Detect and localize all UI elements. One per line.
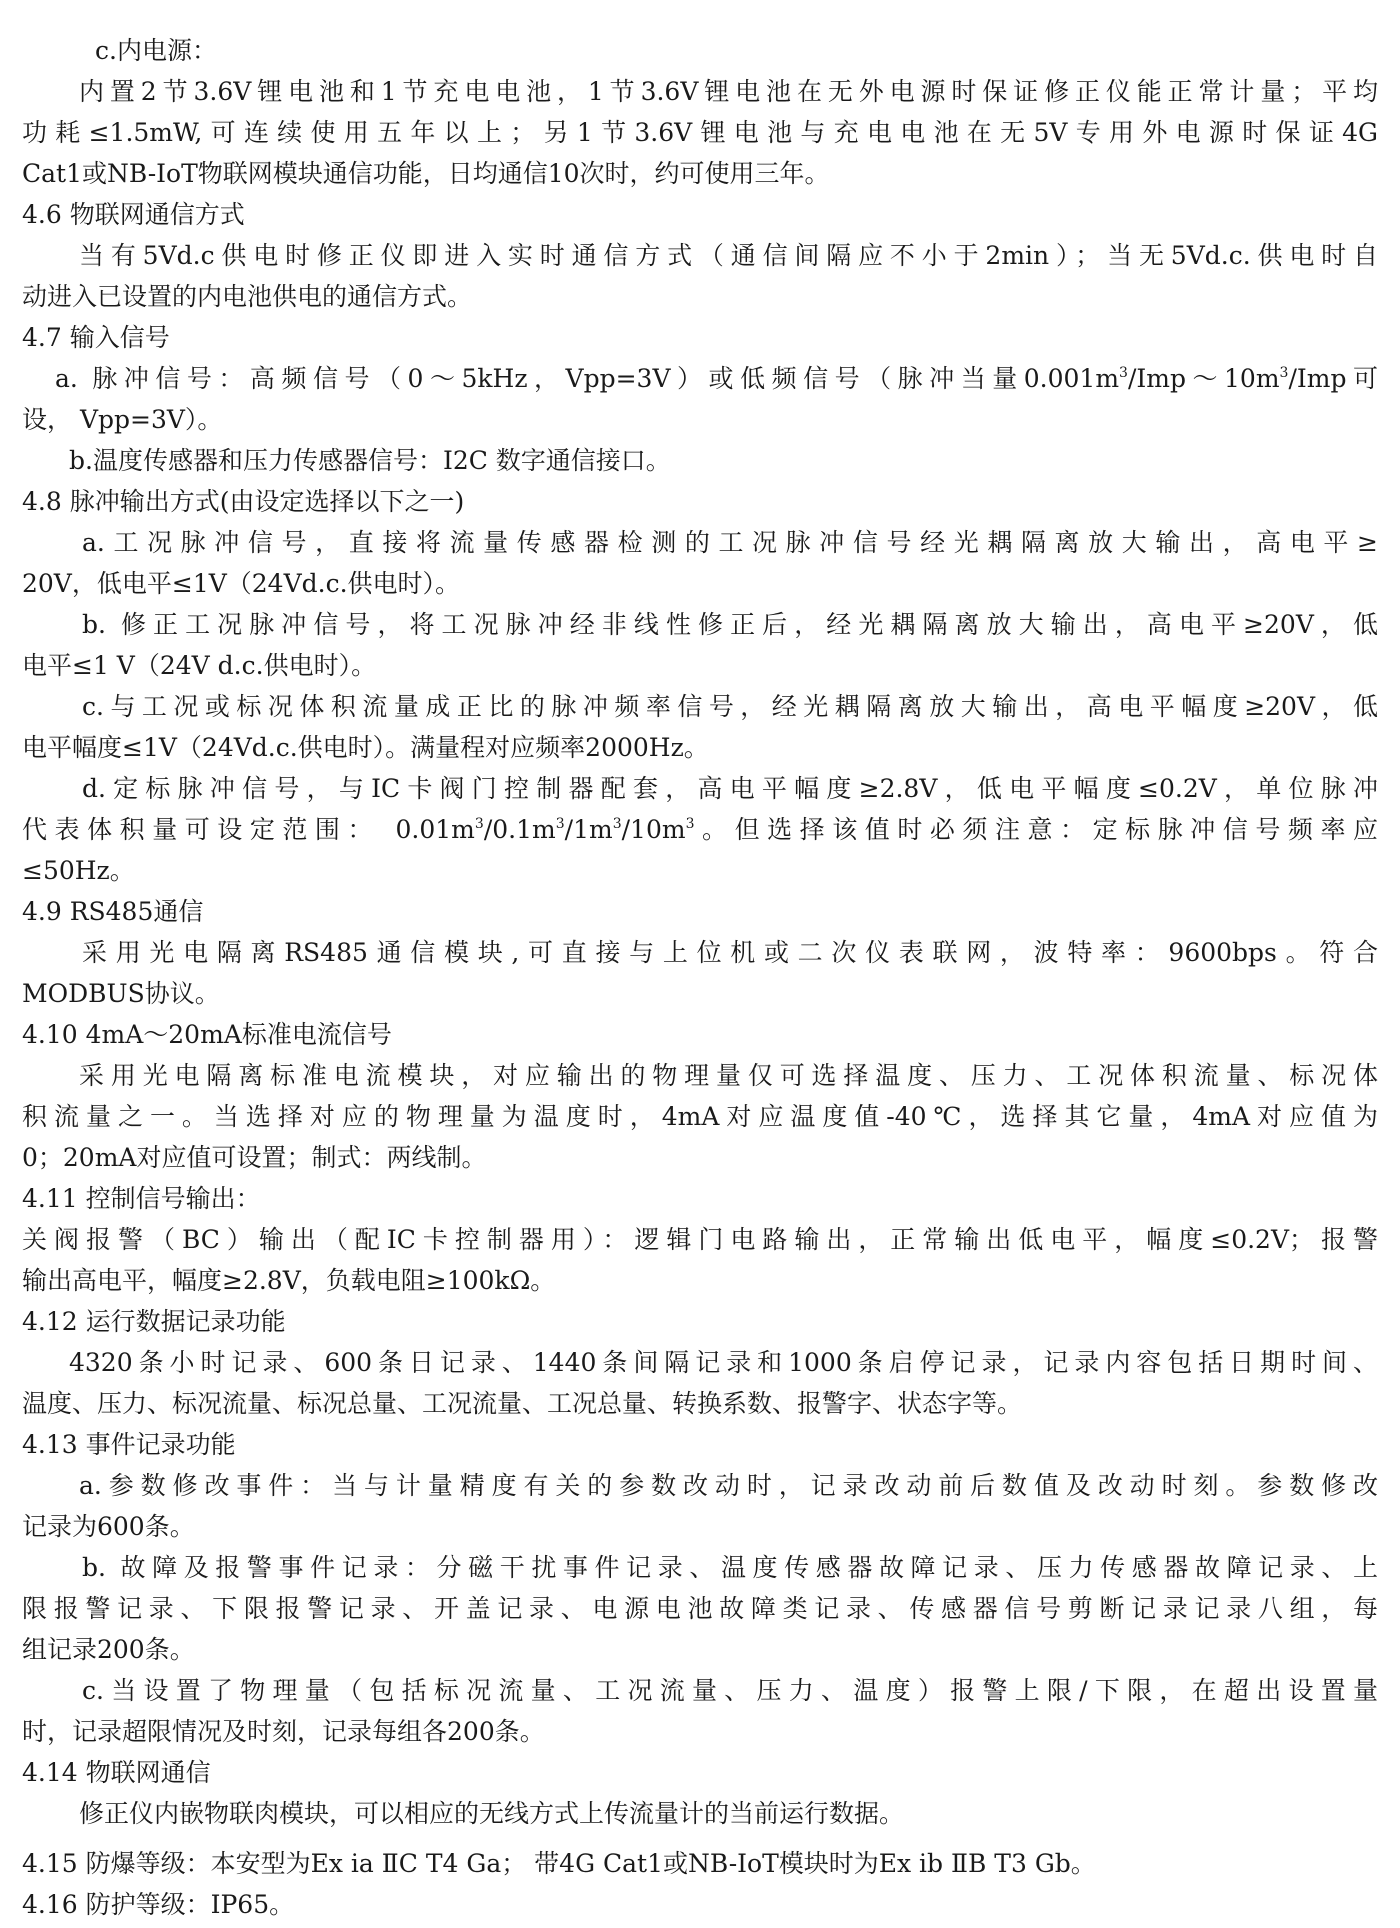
document-page [22, 30, 1378, 1925]
paragraph-line: 20V，低电平≤1V（24Vd.c.供电时）。 [22, 569, 461, 598]
paragraph-line: 功耗≤1.5mW,可连续使用五年以上；另1节3.6V锂电池与充电电池在无5V专用外电源时保证4G [22, 118, 1378, 147]
section-heading-4-8: 4.8 脉冲输出方式(由设定选择以下之一) [22, 487, 465, 516]
paragraph-line: ≤50Hz。 [22, 856, 135, 885]
paragraph-line: 关阀报警（BC）输出（配IC卡控制器用）：逻辑门电路输出，正常输出低电平，幅度≤0.2V；报警 [22, 1225, 1378, 1254]
paragraph-line: 4320条小时记录、600条日记录、1440条间隔记录和1000条启停记录，记录内容包括日期时间、 [69, 1348, 1378, 1377]
section-heading-4-7: 4.7 输入信号 [22, 323, 170, 352]
paragraph-line: d.定标脉冲信号，与IC卡阀门控制器配套，高电平幅度≥2.8V，低电平幅度≤0.2V，单位脉冲 [82, 774, 1378, 803]
line-c-internal-power: c.内电源： [95, 36, 217, 65]
paragraph-line: 组记录200条。 [22, 1635, 195, 1664]
pulse-input-text-a: a. 脉冲信号：高频信号（0～5kHz，Vpp=3V）或低频信号（脉冲当量$0.001m^3/Imp\sim 10m^3$/Imp可 [55, 364, 1378, 393]
paragraph-line: c.与工况或标况体积流量成正比的脉冲频率信号，经光耦隔离放大输出，高电平幅度≥20V，低 [82, 692, 1378, 721]
section-heading-4-9: 4.9 RS485通信 [22, 897, 204, 926]
paragraph-line: 修正仪内嵌物联肉模块，可以相应的无线方式上传流量计的当前运行数据。 [79, 1799, 905, 1828]
section-heading-4-11: 4.11 控制信号输出： [22, 1184, 261, 1213]
paragraph-line: 内置2节3.6V锂电池和1节充电电池，1节3.6V锂电池在无外电源时保证修正仪能正常计量；平均 [79, 77, 1378, 106]
paragraph-line-pulse-input [22, 358, 1378, 399]
paragraph-line: 记录为600条。 [22, 1512, 195, 1541]
section-heading-4-6: 4.6 物联网通信方式 [22, 200, 245, 229]
paragraph-line: b. 故障及报警事件记录：分磁干扰事件记录、温度传感器故障记录、压力传感器故障记录、上 [82, 1553, 1378, 1582]
paragraph-line: 设， Vpp=3V）。 [22, 405, 223, 434]
paragraph-line: 当有5Vd.c供电时修正仪即进入实时通信方式（通信间隔应不小于2min）；当无5Vd.c.供电时自 [79, 241, 1378, 270]
paragraph-line: 电平幅度≤1V（24Vd.c.供电时）。满量程对应频率2000Hz。 [22, 733, 709, 762]
paragraph-line: 电平≤1 V（24V d.c.供电时）。 [22, 651, 377, 680]
paragraph-line: Cat1或NB-IoT物联网模块通信功能，日均通信10次时，约可使用三年。 [22, 159, 830, 188]
paragraph-line: a.参数修改事件：当与计量精度有关的参数改动时，记录改动前后数值及改动时刻。参数修改 [79, 1471, 1378, 1500]
paragraph-line: 动进入已设置的内电池供电的通信方式。 [22, 282, 473, 311]
paragraph-line: MODBUS协议。 [22, 979, 220, 1008]
section-heading-4-15: 4.15 防爆等级：本安型为Ex ia ⅡC T4 Ga； 带4G Cat1或NB-IoT模块时为Ex ib ⅡB T3 Gb。 [22, 1849, 1096, 1878]
section-heading-4-10: 4.10 4mA～20mA标准电流信号 [22, 1020, 392, 1049]
paragraph-line: c.当设置了物理量（包括标况流量、工况流量、压力、温度）报警上限/下限，在超出设置量 [82, 1676, 1378, 1705]
paragraph-line: a.工况脉冲信号，直接将流量传感器检测的工况脉冲信号经光耦隔离放大输出，高电平≥ [82, 528, 1378, 557]
paragraph-line: 采用光电隔离标准电流模块，对应输出的物理量仅可选择温度、压力、工况体积流量、标况体 [79, 1061, 1378, 1090]
section-heading-4-14: 4.14 物联网通信 [22, 1758, 211, 1787]
section-heading-4-13: 4.13 事件记录功能 [22, 1430, 236, 1459]
section-heading-4-12: 4.12 运行数据记录功能 [22, 1307, 286, 1336]
paragraph-line: b. 修正工况脉冲信号，将工况脉冲经非线性修正后，经光耦隔离放大输出，高电平≥20V，低 [82, 610, 1378, 639]
section-heading-4-16: 4.16 防护等级：IP65。 [22, 1890, 295, 1919]
paragraph-line: 积流量之一。当选择对应的物理量为温度时，4mA对应温度值-40℃，选择其它量，4mA对应值为 [22, 1102, 1378, 1131]
volume-range-text: 代表体积量可设定范围： $0.01m^3/0.1m^3/1m^3/10m^3$。但选择该值时必须注意：定标脉冲信号频率应 [22, 815, 1378, 844]
paragraph-line: b.温度传感器和压力传感器信号：I2C 数字通信接口。 [69, 446, 671, 475]
paragraph-line: 温度、压力、标况流量、标况总量、工况流量、工况总量、转换系数、报警字、状态字等。 [22, 1389, 1023, 1418]
paragraph-line-volume-range [22, 809, 1378, 850]
paragraph-line: 限报警记录、下限报警记录、开盖记录、电源电池故障类记录、传感器信号剪断记录记录八组，每 [22, 1594, 1378, 1623]
paragraph-line: 采用光电隔离RS485通信模块,可直接与上位机或二次仪表联网，波特率：9600bps。符合 [82, 938, 1378, 967]
paragraph-line: 时，记录超限情况及时刻，记录每组各200条。 [22, 1717, 545, 1746]
paragraph-line: 0；20mA对应值可设置；制式：两线制。 [22, 1143, 487, 1172]
paragraph-line: 输出高电平，幅度≥2.8V，负载电阻≥100kΩ。 [22, 1266, 556, 1295]
